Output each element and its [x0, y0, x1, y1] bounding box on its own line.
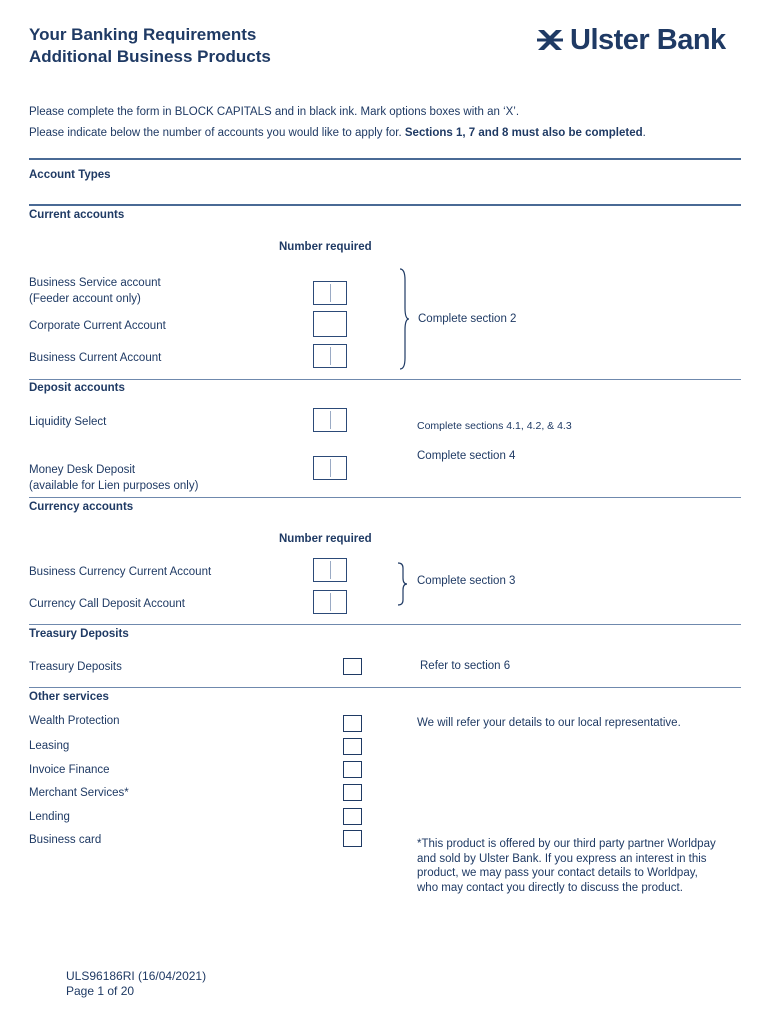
deposit-accounts-heading: Deposit accounts	[29, 382, 125, 394]
leasing-checkbox[interactable]	[343, 738, 362, 755]
treasury-deposits-heading: Treasury Deposits	[29, 628, 129, 640]
business-card-checkbox[interactable]	[343, 830, 362, 847]
account-types-heading: Account Types	[29, 169, 111, 181]
divider	[29, 379, 741, 380]
wealth-protection-label: Wealth Protection	[29, 715, 120, 727]
merchant-services-checkbox[interactable]	[343, 784, 362, 801]
liquidity-select-number-input[interactable]	[313, 408, 347, 432]
currency-accounts-heading: Currency accounts	[29, 501, 134, 513]
wealth-protection-checkbox[interactable]	[343, 715, 362, 732]
corporate-current-account-number-input[interactable]	[313, 311, 347, 337]
currency-call-deposit-account-number-input[interactable]	[313, 590, 347, 614]
business-service-account-number-input[interactable]	[313, 281, 347, 305]
divider	[29, 158, 741, 160]
refer-local-representative-note: We will refer your details to our local representative.	[417, 717, 681, 729]
divider	[29, 687, 741, 688]
current-accounts-heading: Current accounts	[29, 209, 125, 221]
treasury-deposits-label: Treasury Deposits	[29, 661, 122, 673]
business-currency-current-account-label: Business Currency Current Account	[29, 566, 212, 578]
lending-label: Lending	[29, 811, 70, 823]
complete-section-4-note: Complete section 4	[417, 450, 516, 462]
complete-section-3-note: Complete section 3	[417, 575, 516, 587]
business-current-account-label: Business Current Account	[29, 352, 162, 364]
business-card-label: Business card	[29, 834, 102, 846]
number-required-label: Number required	[279, 241, 372, 253]
other-services-heading: Other services	[29, 691, 109, 703]
complete-sections-4-note: Complete sections 4.1, 4.2, & 4.3	[417, 420, 572, 432]
refer-section-6-note: Refer to section 6	[420, 660, 511, 672]
intro-line-2: Please indicate below the number of accounts you would like to apply for. Sections 1, 7 and 8 must also be completed.	[29, 127, 646, 139]
page-title	[29, 24, 271, 68]
number-required-label: Number required	[279, 533, 372, 545]
brand-logo	[536, 24, 726, 56]
money-desk-deposit-label: Money Desk Deposit (available for Lien purposes only)	[29, 464, 199, 492]
lending-checkbox[interactable]	[343, 808, 362, 825]
business-current-account-number-input[interactable]	[313, 344, 347, 368]
leasing-label: Leasing	[29, 740, 70, 752]
invoice-finance-checkbox[interactable]	[343, 761, 362, 778]
brace-icon	[395, 562, 409, 606]
worldpay-footnote: *This product is offered by our third party partner Worldpay and sold by Ulster Bank. If you express an interest in this product, we may pass your contact details to Worldpay, who may contact you directly to discuss the product.	[417, 838, 716, 894]
liquidity-select-label: Liquidity Select	[29, 416, 107, 428]
intro-line-1: Please complete the form in BLOCK CAPITALS and in black ink. Mark options boxes with an ‘X’.	[29, 106, 520, 118]
money-desk-deposit-number-input[interactable]	[313, 456, 347, 480]
title-line-2: Additional Business Products	[29, 47, 271, 66]
corporate-current-account-label: Corporate Current Account	[29, 320, 166, 332]
currency-call-deposit-account-label: Currency Call Deposit Account	[29, 598, 185, 610]
complete-section-2-note: Complete section 2	[418, 313, 517, 325]
divider	[29, 624, 741, 625]
form-code: ULS96186RI (16/04/2021)	[66, 969, 207, 983]
divider	[29, 497, 741, 498]
page-number: Page 1 of 20	[66, 984, 135, 998]
divider	[29, 204, 741, 206]
invoice-finance-label: Invoice Finance	[29, 764, 110, 776]
title-line-1: Your Banking Requirements	[29, 25, 257, 44]
business-service-account-label: Business Service account (Feeder account only)	[29, 277, 161, 305]
business-currency-current-account-number-input[interactable]	[313, 558, 347, 582]
brace-icon	[396, 268, 412, 370]
brand-name: Ulster Bank	[570, 23, 726, 56]
merchant-services-label: Merchant Services*	[29, 787, 129, 799]
treasury-deposits-checkbox[interactable]	[343, 658, 362, 675]
ulster-bank-logo-icon	[536, 28, 564, 52]
